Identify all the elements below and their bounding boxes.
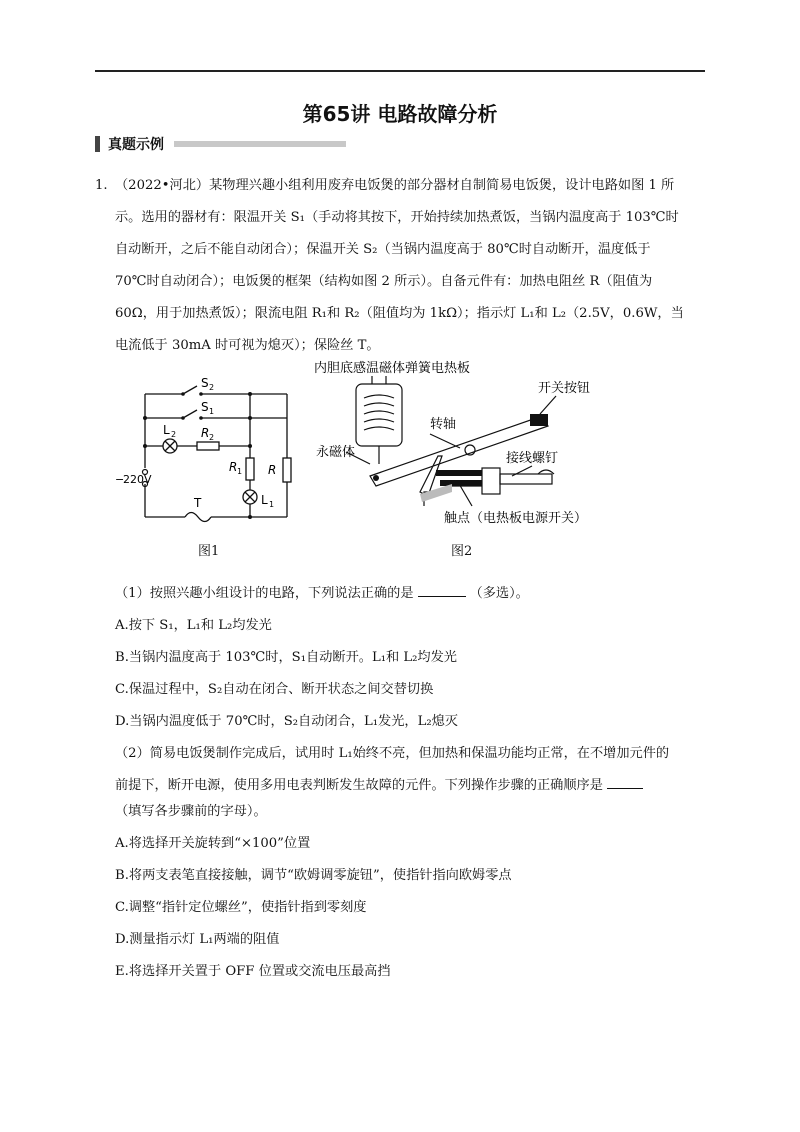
fig2-button-label: 开关按钮 [538,381,591,396]
stem-line-2: 示。选用的器材有：限温开关 S₁（手动将其按下，开始持续加热煮饭，当锅内温度高于 103℃时 [115,210,679,225]
stem-line-6: 电流低于 30mA 时可视为熄灭）；保险丝 T。 [115,338,380,353]
section-heading [95,134,346,154]
part2-option-e: E.将选择开关置于 OFF 位置或交流电压最高挡 [115,964,391,979]
part2-line-3: （填写各步骤前的字母）。 [115,804,267,819]
circuit-diagram [115,372,315,532]
part1-option-b: B.当锅内温度高于 103℃时，S₁自动断开。L₁和 L₂均发光 [115,650,457,665]
figure1-caption: 图1 [198,544,220,559]
stem-line-3: 自动断开，之后不能自动闭合）；保温开关 S₂（当锅内温度高于 80℃时自动断开，温度低于 [115,242,651,257]
header-rule [95,70,705,72]
stem-line-1: （2022•河北）某物理兴趣小组利用废弃电饭煲的部分器材自制简易电饭煲，设计电路如图 1 所 [115,178,675,193]
l1-label: L [261,493,268,507]
fig2-top-label: 内胆底感温磁体弹簧电热板 [314,361,471,376]
part2-line-2 [115,776,643,796]
r1-label: R [229,460,238,474]
part1-option-d: D.当锅内温度低于 70℃时，S₂自动闭合，L₁发光，L₂熄灭 [115,714,458,729]
r1-sub: 1 [237,467,243,476]
r2-sub: 2 [209,433,215,442]
section-rule [174,141,346,147]
r2-label: R [201,426,210,440]
r-label: R [268,463,277,477]
s2-sub: 2 [209,383,215,392]
section-marker [95,136,100,152]
fig2-shaft-label: 转轴 [430,417,457,432]
s2-label: S [201,376,209,390]
part1-prompt-suffix: （多选）。 [469,586,529,601]
mechanism-diagram [312,356,618,532]
minus-sign: − [115,473,125,486]
question-number: 1. [95,178,108,193]
part2-option-b: B.将两支表笔直接接触，调节“欧姆调零旋钮”，使指针指向欧姆零点 [115,868,512,883]
fig2-contact-label: 触点（电热板电源开关） [444,511,588,526]
part2-option-a: A.将选择开关旋转到“×100”位置 [115,836,311,851]
part2-line-2-text: 前提下，断开电源，使用多用电表判断发生故障的元件。下列操作步骤的正确顺序是 [115,778,603,793]
l1-sub: 1 [269,500,275,509]
s1-sub: 1 [209,407,215,416]
part2-answer-blank[interactable] [607,776,643,789]
l2-label: L [163,423,170,437]
part2-option-c: C.调整“指针定位螺丝”，使指针指到零刻度 [115,900,367,915]
fuse-label: T [194,496,202,510]
page-title: 第65讲 电路故障分析 [302,102,498,126]
voltage-label: 220V [123,473,152,486]
fig2-screw-label: 接线螺钉 [506,451,559,466]
figure2-caption: 图2 [451,544,473,559]
s1-label: S [201,400,209,414]
part1-prompt-text: （1）按照兴趣小组设计的电路，下列说法正确的是 [115,586,414,601]
part1-option-a: A.按下 S₁，L₁和 L₂均发光 [115,618,272,633]
l2-sub: 2 [171,430,177,439]
part2-line-1: （2）简易电饭煲制作完成后，试用时 L₁始终不亮，但加热和保温功能均正常，在不增加元件的 [115,746,670,761]
part1-option-c: C.保温过程中，S₂自动在闭合、断开状态之间交替切换 [115,682,434,697]
part2-option-d: D.测量指示灯 L₁两端的阻值 [115,932,280,947]
part1-answer-blank[interactable] [418,584,466,597]
fig2-magnet-label: 永磁体 [316,445,356,460]
stem-line-5: 60Ω，用于加热煮饭）；限流电阻 R₁和 R₂（阻值均为 1kΩ）；指示灯 L₁和 L₂（2.5V，0.6W，当 [115,306,684,321]
section-label: 真题示例 [108,137,164,153]
stem-line-4: 70℃时自动闭合）；电饭煲的框架（结构如图 2 所示）。自备元件有：加热电阻丝 R（阻值为 [115,274,653,289]
part1-prompt [115,584,529,604]
